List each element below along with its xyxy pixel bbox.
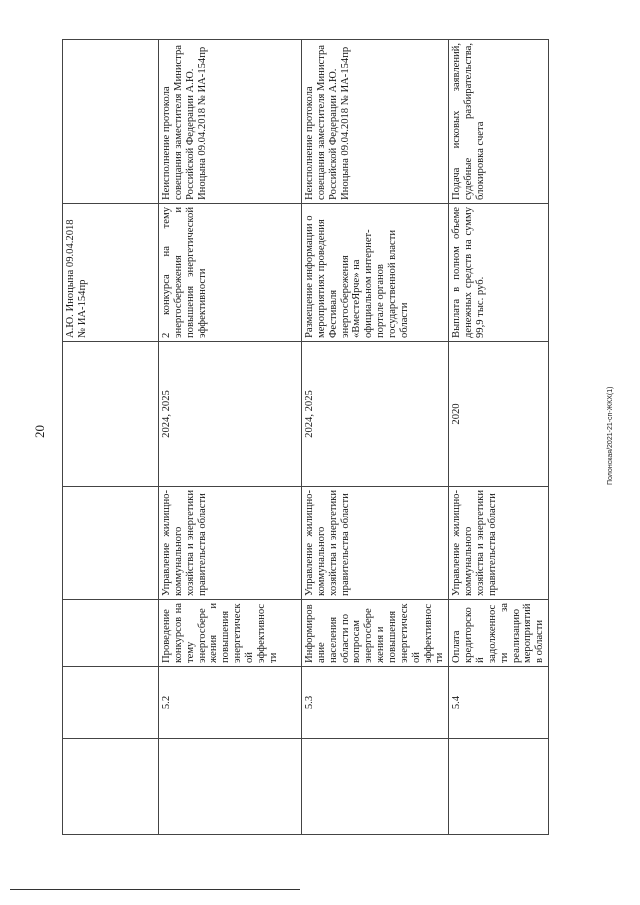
risk-cell: Неисполнение протокола совещания заместителя Министра Российской Федерации А.Ю. Иноцына 09.04.2018 № ИА-154пр — [302, 40, 449, 204]
years-cell: 2024, 2025 — [302, 342, 449, 487]
page-number: 20 — [32, 425, 47, 438]
note-cell — [449, 739, 549, 835]
document-code: Полонская/2021-21-сп-ЖКХ(1) — [607, 386, 614, 485]
executor-cell: Управление жилищно-коммунального хозяйства и энергетики правительства области — [302, 487, 449, 600]
measure-cell: Проведение конкурсов на тему энергосбережения и повышения энергетической эффективности — [159, 600, 302, 667]
table-row — [159, 40, 302, 835]
footnote-rule — [10, 889, 300, 890]
result-cell: Выплата в полном объеме денежных средств на сумму 99,9 тыс. руб. — [449, 204, 549, 342]
years-cell: 2024, 2025 — [159, 342, 302, 487]
row-number: 5.2 — [159, 667, 302, 739]
empty-cell — [63, 600, 159, 667]
years-cell: 2020 — [449, 342, 549, 487]
row-number: 5.3 — [302, 667, 449, 739]
row-number: 5.4 — [449, 667, 549, 739]
table-container — [62, 40, 546, 835]
risk-cell: Подача исковых заявлений, судебные разбирательства, блокировка счета — [449, 40, 549, 204]
risk-cell: Неисполнение протокола совещания заместителя Министра Российской Федерации А.Ю. Иноцына 09.04.2018 № ИА-154пр — [159, 40, 302, 204]
executor-cell: Управление жилищно-коммунального хозяйства и энергетики правительства области — [449, 487, 549, 600]
empty-cell — [63, 667, 159, 739]
result-cell: Размещение информации о мероприятиях проведения Фестиваля энергосбережения «ВместеЯрче» на официальном интернет-портале органов государственной власти области — [302, 204, 449, 342]
table-row-continuation — [63, 40, 159, 835]
note-cell — [159, 739, 302, 835]
empty-cell — [63, 40, 159, 204]
measure-cell: Информирование населения области по вопросам энергосбережения и повышения энергетической эффективности — [302, 600, 449, 667]
note-cell — [302, 739, 449, 835]
empty-cell — [63, 487, 159, 600]
measure-cell: Оплата кредиторской задолженности за реализацию мероприятий в области — [449, 600, 549, 667]
measures-table — [62, 39, 549, 835]
empty-cell — [63, 739, 159, 835]
risk-cell: А.Ю. Иноцына 09.04.2018 № ИА-154пр — [63, 204, 159, 342]
table-row — [449, 40, 549, 835]
empty-cell — [63, 342, 159, 487]
executor-cell: Управление жилищно-коммунального хозяйства и энергетики правительства области — [159, 487, 302, 600]
result-cell: 2 конкурса на тему энергосбережения и повышения энергетической эффективности — [159, 204, 302, 342]
table-row — [302, 40, 449, 835]
